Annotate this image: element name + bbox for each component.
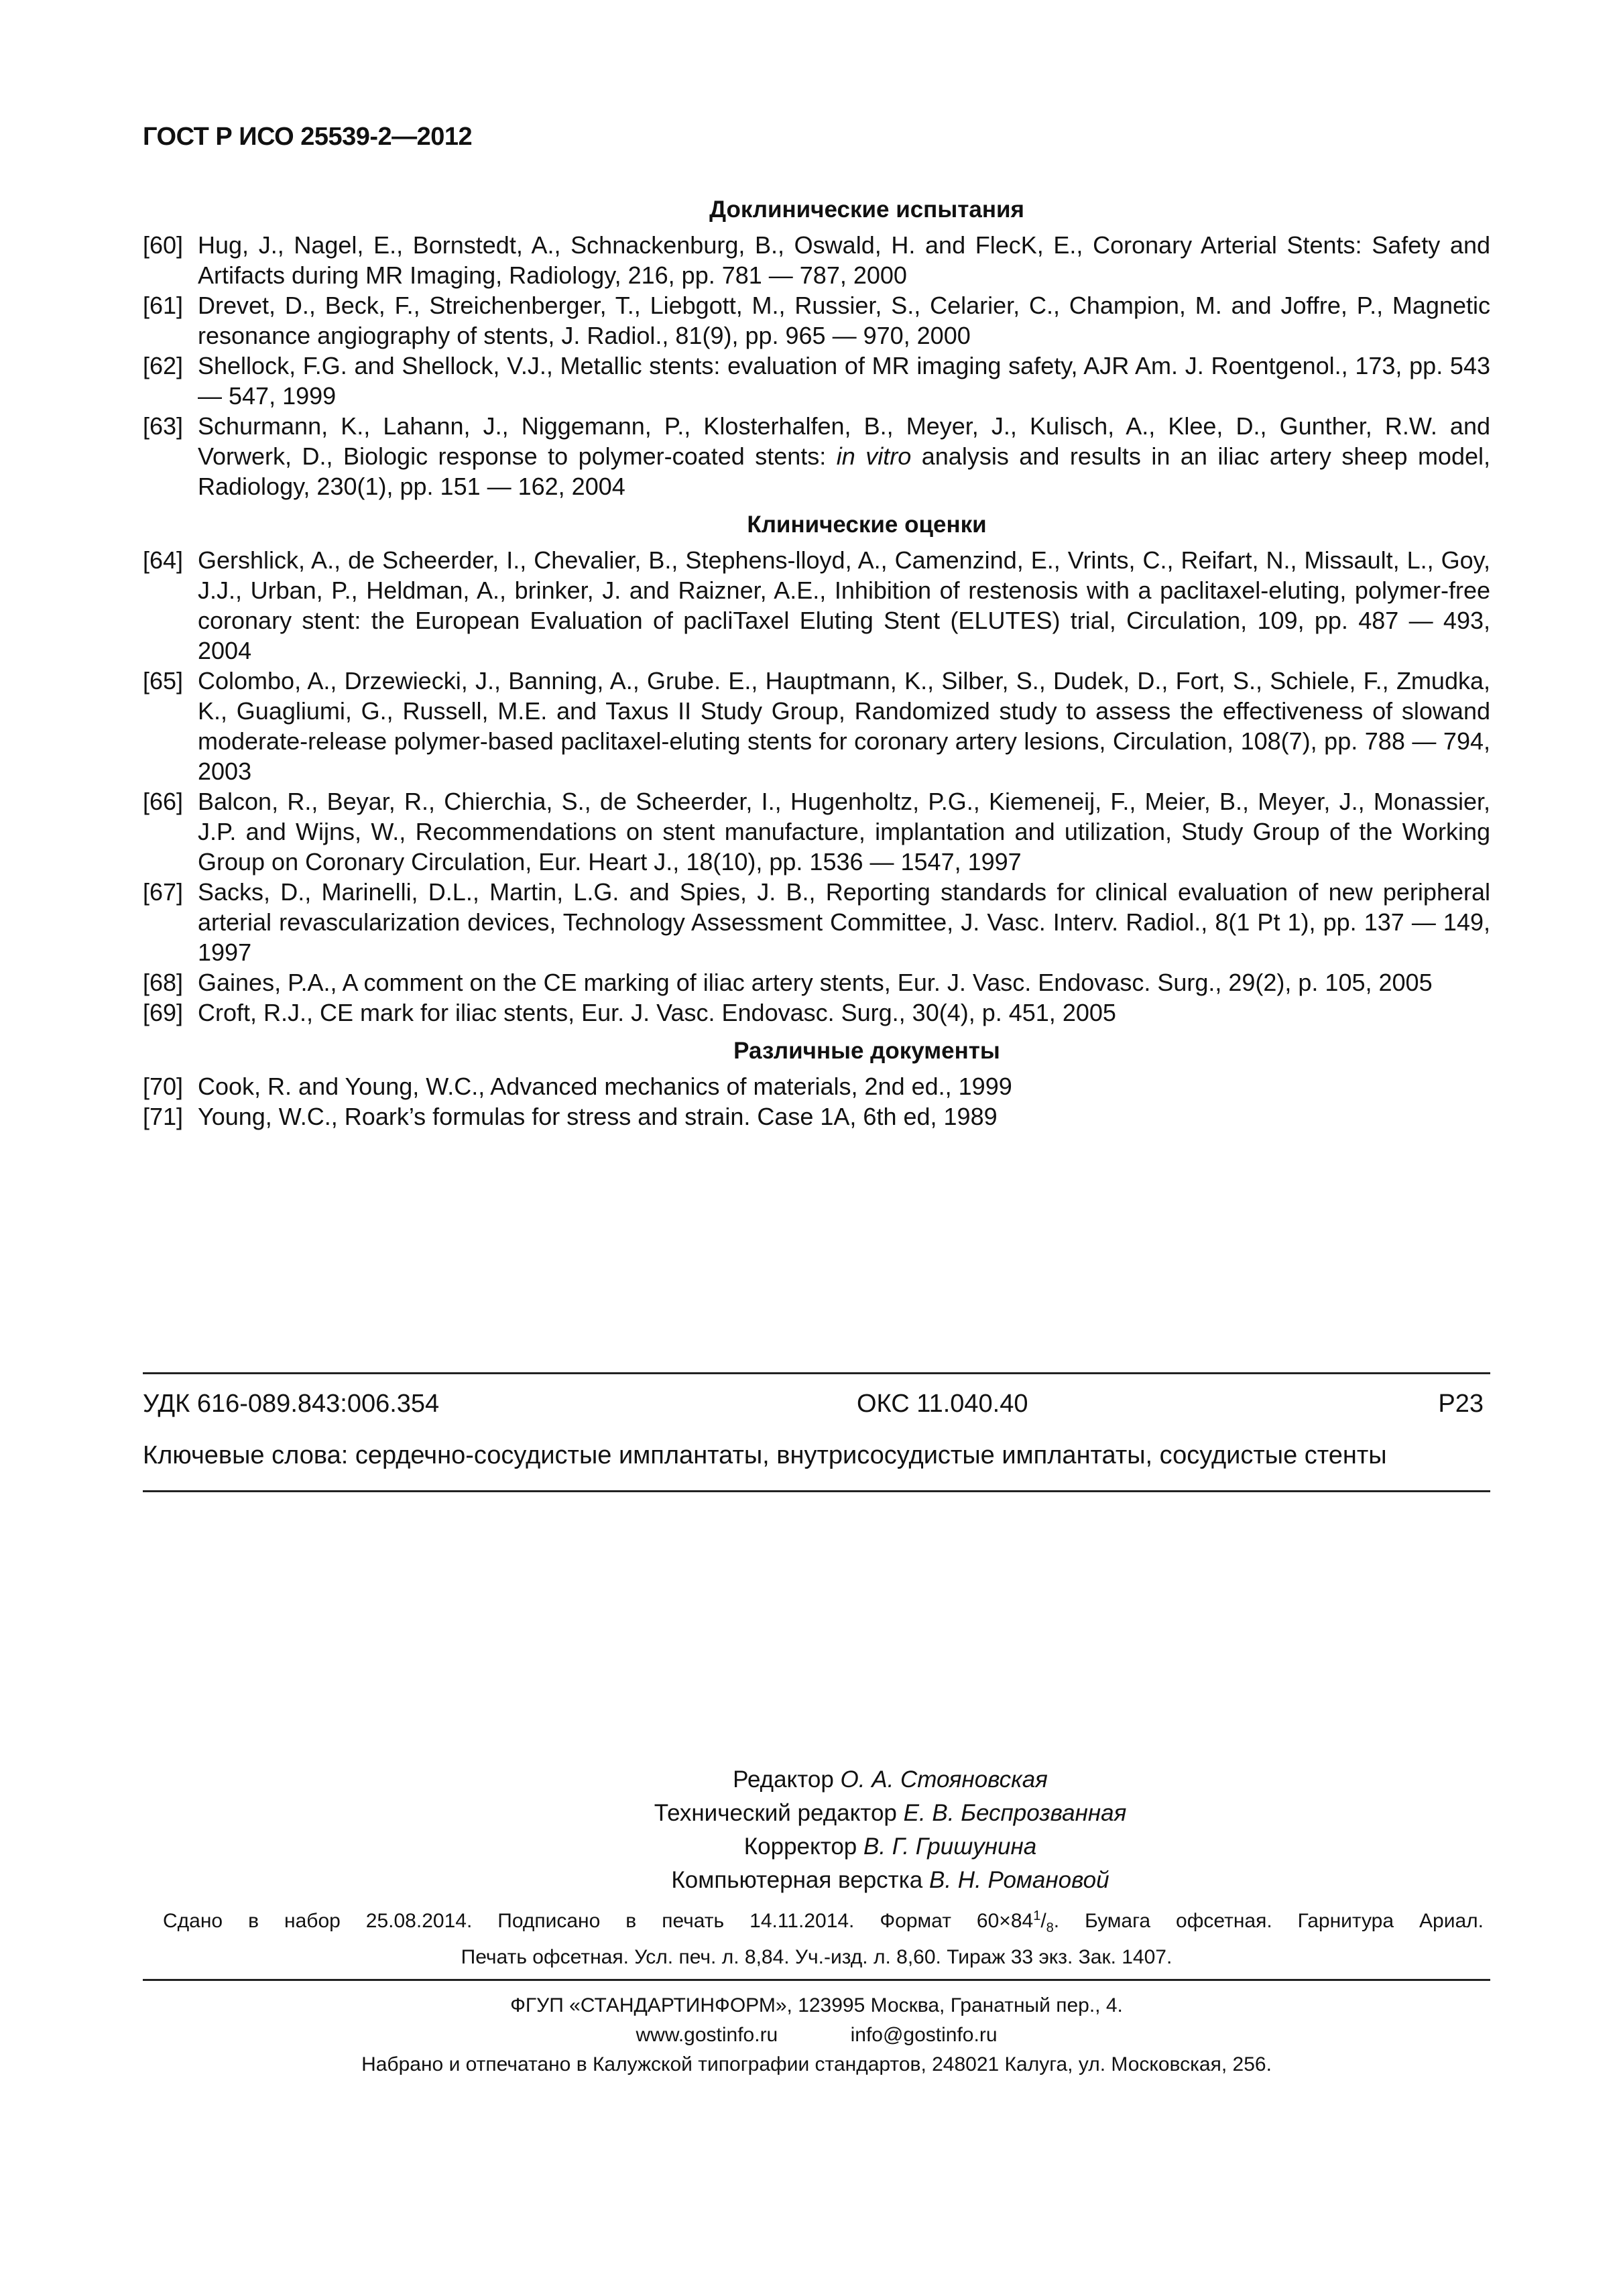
reference-item: [143, 545, 1490, 666]
reference-item: [143, 1071, 1490, 1101]
divider-rule: [143, 1979, 1490, 1981]
publisher-email: info@gostinfo.ru: [850, 2024, 998, 2046]
reference-text-part: Schurmann, K., Lahann, J., Niggemann, P., Klosterhalfen, B., Meyer, J., Kulisch, A., Klee, D., Gunther, R.W. and Vorwerk, D., Biologic response to polymer-coated stents:: [198, 412, 1490, 470]
reference-number: [65]: [143, 667, 184, 694]
reference-number: [61]: [143, 292, 184, 319]
reference-item: [143, 351, 1490, 411]
print-info-line: [163, 1901, 1484, 1943]
reference-text: Gaines, P.A., A comment on the CE marking of iliac artery stents, Eur. J. Vasc. Endovasc. Surg., 29(2), p. 105, 2005: [198, 969, 1433, 996]
editor-name: Е. В. Беспрозванная: [903, 1800, 1127, 1826]
editor-line: [290, 1797, 1490, 1830]
format-sup: 1: [1033, 1909, 1041, 1923]
editor-role: Технический редактор: [654, 1800, 897, 1826]
reference-text: [198, 411, 1490, 501]
reference-text-italic: in vitro: [836, 442, 912, 470]
divider-rule: [143, 1490, 1490, 1492]
reference-text: Colombo, A., Drzewiecki, J., Banning, A., Grube. E., Hauptmann, K., Silber, S., Dudek, D., Fort, S., Schiele, F., Zmudka, K., Guagliumi, G., Russell, M.E. and Taxus II Study Group, Randomized study to assess the effectiveness of slowand moderate-release polymer-based paclitaxel-eluting stents for coronary artery lesions, Circulation, 108(7), pp. 788 — 794, 2003: [198, 667, 1490, 785]
reference-number: [68]: [143, 969, 184, 996]
reference-text: Croft, R.J., CE mark for iliac stents, Eur. J. Vasc. Endovasc. Surg., 30(4), p. 451, 2005: [198, 999, 1116, 1026]
reference-text: Young, W.C., Roark’s formulas for stress and strain. Case 1A, 6th ed, 1989: [198, 1103, 998, 1130]
publisher-info: [143, 1991, 1490, 2079]
reference-item: [143, 998, 1490, 1028]
printing-house: Набрано и отпечатано в Калужской типографии стандартов, 248021 Калуга, ул. Московская, 256.: [361, 2053, 1272, 2075]
reference-item: [143, 1101, 1490, 1132]
print-info: [143, 1901, 1490, 1972]
editorial-credits: [143, 1763, 1490, 1897]
reference-number: [62]: [143, 352, 184, 379]
publisher-name: ФГУП «СТАНДАРТИНФОРМ», 123995 Москва, Гранатный пер., 4.: [510, 1994, 1123, 2016]
reference-text: Cook, R. and Young, W.C., Advanced mechanics of materials, 2nd ed., 1999: [198, 1073, 1012, 1100]
editor-line: [290, 1830, 1490, 1864]
reference-number: [66]: [143, 788, 184, 815]
publisher-website: www.gostinfo.ru: [636, 2024, 778, 2046]
publisher-contacts: [143, 2020, 1490, 2050]
reference-number: [67]: [143, 878, 184, 906]
section-title-misc-documents: Различные документы: [733, 1038, 1000, 1064]
editor-line: [290, 1864, 1490, 1897]
editor-name: О. А. Стояновская: [840, 1766, 1048, 1793]
divider-rule: [143, 1372, 1490, 1374]
reference-number: [71]: [143, 1103, 184, 1130]
format-slash: /: [1040, 1910, 1046, 1932]
bibliography: [143, 194, 1490, 1132]
reference-item: [143, 230, 1490, 290]
reference-item: [143, 967, 1490, 998]
editor-role: Компьютерная верстка: [671, 1867, 923, 1893]
reference-text: Balcon, R., Beyar, R., Chierchia, S., de Scheerder, I., Hugenholtz, P.G., Kiemeneij, F., Meier, B., Meyer, J., Monassier, J.P. and Wijns, W., Recommendations on stent manufacture, implantation and utilization, Study Group of the Working Group on Coronary Circulation, Eur. Heart J., 18(10), pp. 1536 — 1547, 1997: [198, 788, 1490, 875]
print-info-line: Печать офсетная. Усл. печ. л. 8,84. Уч.-изд. л. 8,60. Тираж 33 экз. Зак. 1407.: [461, 1946, 1173, 1968]
reference-text: Sacks, D., Marinelli, D.L., Martin, L.G. and Spies, J. B., Reporting standards for clinical evaluation of new peripheral arterial revascularization devices, Technology Assessment Committee, J. Vasc. Interv. Radiol., 8(1 Pt 1), pp. 137 — 149, 1997: [198, 878, 1490, 966]
format-sub: 8: [1046, 1921, 1054, 1935]
reference-text: Hug, J., Nagel, E., Bornstedt, A., Schnackenburg, B., Oswald, H. and FlecK, E., Coronary Arterial Stents: Safety and Artifacts during MR Imaging, Radiology, 216, pp. 781 — 787, 2000: [198, 231, 1490, 289]
page-header-standard-id: ГОСТ Р ИСО 25539-2—2012: [143, 123, 473, 151]
reference-number: [64]: [143, 546, 184, 574]
editor-line: [290, 1763, 1490, 1797]
keywords: Ключевые слова: сердечно-сосудистые имплантаты, внутрисосудистые имплантаты, сосудистые стенты: [143, 1441, 1387, 1469]
editor-role: Редактор: [733, 1766, 834, 1793]
reference-item: [143, 290, 1490, 351]
category-code: Р23: [1438, 1390, 1484, 1418]
reference-item: [143, 666, 1490, 786]
udk-code: УДК 616-089.843:006.354: [143, 1390, 440, 1418]
oks-code: ОКС 11.040.40: [857, 1390, 1028, 1418]
print-info-text: Сдано в набор 25.08.2014. Подписано в печать 14.11.2014. Формат 60×84: [163, 1910, 1034, 1932]
reference-item: [143, 786, 1490, 877]
editor-role: Корректор: [743, 1833, 857, 1860]
reference-number: [70]: [143, 1073, 184, 1100]
reference-number: [60]: [143, 231, 184, 259]
reference-item: [143, 411, 1490, 501]
section-title-preclinical: Доклинические испытания: [709, 196, 1024, 223]
reference-number: [69]: [143, 999, 184, 1026]
reference-text: Drevet, D., Beck, F., Streichenberger, T., Liebgott, M., Russier, S., Celarier, C., Champion, M. and Joffre, P., Magnetic resonance angiography of stents, J. Radiol., 81(9), pp. 965 — 970, 2000: [198, 292, 1490, 349]
editor-name: В. Н. Романовой: [929, 1867, 1109, 1893]
reference-text: Shellock, F.G. and Shellock, V.J., Metallic stents: evaluation of MR imaging safety, AJR Am. J. Roentgenol., 173, pp. 543 — 547, 1999: [198, 352, 1490, 410]
reference-item: [143, 877, 1490, 967]
classification-row: [143, 1390, 1490, 1423]
section-title-clinical: Клинические оценки: [747, 511, 987, 538]
print-info-text: . Бумага офсетная. Гарнитура Ариал.: [1053, 1910, 1484, 1932]
reference-number: [63]: [143, 412, 184, 440]
reference-text: Gershlick, A., de Scheerder, I., Chevalier, B., Stephens-lloyd, A., Camenzind, E., Vrints, C., Reifart, N., Missault, L., Goy, J.J., Urban, P., Heldman, A., brinker, J. and Raizner, A.E., Inhibition of restenosis with a paclitaxel-eluting, polymer-free coronary stent: the European Evaluation of pacliTaxel Eluting Stent (ELUTES) trial, Circulation, 109, pp. 487 — 493, 2004: [198, 546, 1490, 664]
reference-text-part: analysis and results in an iliac artery sheep model, Radiology, 230(1), pp. 151 — 162, 2004: [198, 442, 1490, 500]
editor-name: В. Г. Гришунина: [863, 1833, 1037, 1860]
